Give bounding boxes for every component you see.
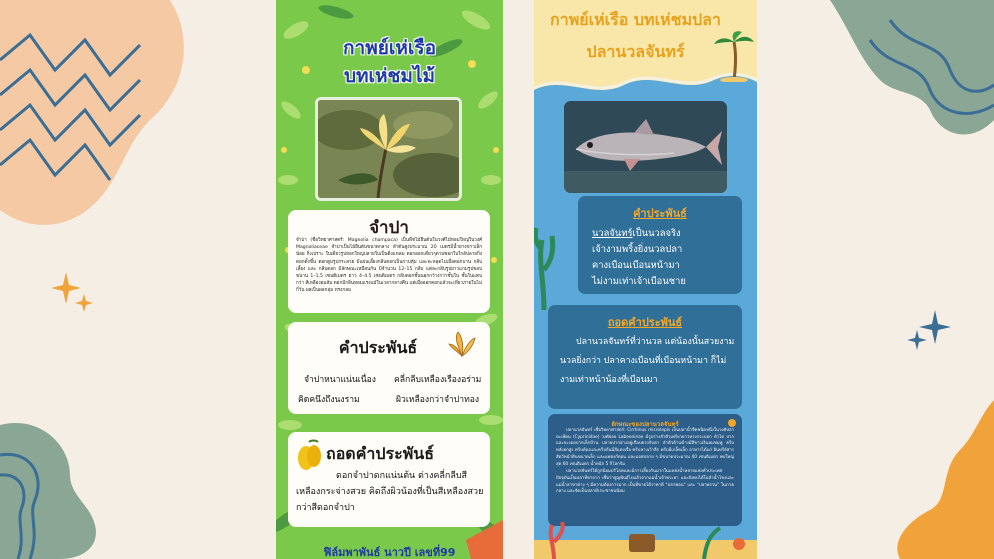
fish-icon: [564, 101, 727, 193]
right-info-para1: ปลานวลจันทร์ เชื่อวิทยาศาสตร์: Cirrhinus microlepis เป็นปลาน้ำจืดชนิดหนึ่งในวงศ์ปลาตะเพียน (Cyprinidae) วงศ์ย่อย Labeoninae มีรูปร่างลำตัวเพรียวยาวทรงกระบอก หัวโต ปากและจะงอยปากเล็กป้าน ปลายปากล่างอยู่เกือบตรงกับตา ลำตัวด้านข้างมีสีขาวเงินอมชมพู ครีบหลังยกสูง ครีบท้องและครีบก้นมีสีแดงเรื่อ ครีบหางเว้าลึก ครีบมีเกล็ดเล็ก อาหารได้แก่ อินทรีย์สาร สัตว์หน้าดินขนาดเล็ก และแพลงก์ตอน และมอสปลาย ๆ มีขนาดประมาณ 40 เซนติเมตร พบใหญ่สุด 60 เซนติเมตร น้ำหนัก 5 กิโลกรัม: [556, 428, 734, 467]
fruit-icon: [294, 438, 324, 472]
right-verse-line1-highlight: นวลจันทร์: [592, 228, 633, 239]
nuanchan-fish-photo: [564, 101, 727, 193]
sparkle-icon-right: [905, 302, 955, 358]
right-info-para2: ปลานวลจันทร์ได้ถูกนิยมบริโภคและมีการเลี้ยงกันมากในแหล่งน้ำหลายแห่งทั่วประเทศ ปัจจุบันเป็นปลาที่หายาก เชื่อว่าสูญพันธุ์ไปแล้วจากแม่น้ำเจ้าพระยา และยังพบได้ในลำน้ำโขงและแม่น้ำสาขาต่าง ๆ มีความต้องการมาก เป็นที่ขายได้ราคาดี "ปลาพอน" และ "ปลาพรวน" ในภาคกลาง และจัดเป็นปลาที่ประชาชนนิยม: [556, 469, 734, 495]
right-verse-lines: [592, 226, 740, 290]
left-poster-title: [276, 34, 503, 90]
right-meaning-heading: ถอดคำประพันธ์: [607, 316, 683, 329]
champa-flower-icon: [448, 330, 476, 358]
champa-description: จำปา (ชื่อวิทยาศาสตร์: Magnolia champaca) เป็นพืชไม้ยืนต้นในวงศ์ไม้หอมใหญ่ในวงศ์ Magnoliaceae จำปาเป็นไม้ยืนต้นขนาดกลาง ลำต้นสูงประมาณ 20 เมตรมีน้ำยางขาวเล็กน้อย กิ่งเปราะ ใบเดี่ยวรูปหอกใหญ่ปลายใบเป็นติ่งแหลม ดอกออกเดี่ยวๆตามซอกใบใกล้ปลายกิ่ง ดอกตั้งขึ้น ดอกตูมรูปกระสวย มีแผ่นเลี้ยงกลีบดอกเป็นกาบหุ้ม และจะหลุดไปเมื่อดอกบาน กลีบเลี้ยง และ กลีบดอก มีลักษณะเหมือนกัน มีจำนวน 12–15 กลีบ แต่ละกลีบรูปยาวแกมรูปขอบขนาน 1–1.5 เซนติเมตร ยาว 4–4.5 เซนติเมตร กลีบดอกชั้นนอกกว้างกว่าชั้นใน ชั้นในแคบกว่า สีเหลืองอมส้ม ดอกมีกลิ่นหอมแรงแม้ในเวลากลางคืน แต่เมื่อออกดอกแล้วจะเหี่ยวภายในไม่กี่วัน ผลเป็นผลกลุ่ม ทรงกลม: [296, 238, 483, 294]
right-info-card: [548, 414, 742, 526]
right-poster-fish: [534, 0, 757, 559]
coral-left-icon: [534, 200, 574, 310]
left-title-line1: กาพย์เห่เรือ: [343, 37, 436, 59]
orange-blob-bottom-right: [880, 400, 994, 559]
right-verse-line1-rest: เป็นนวลจริง: [632, 228, 681, 239]
left-title-line2: บทเห่ชมไม้: [343, 65, 436, 87]
left-verse-heading: คำประพันธ์: [338, 338, 418, 357]
left-verse-card: [288, 322, 490, 414]
green-blob-top-right: [810, 0, 994, 150]
sparkle-icon-left: [48, 268, 98, 318]
left-verse-line2b: ผิวเหลืองกว่าจำปาทอง: [396, 395, 480, 405]
green-blob-bottom-left: [0, 415, 150, 559]
left-meaning-text: ดอกจำปาดกแน่นต้น ต่างคลี่กลีบสีเหลืองกระจ่างสวย คิดถึงผิวน้องที่เป็นสีเหลืองสวยกว่าสีดอกจำปา: [296, 471, 484, 513]
champa-flower-icon: [318, 100, 459, 198]
right-info-heading: ลักษณะของปลานวลจันทร์: [611, 421, 679, 428]
left-meaning-heading: ถอดคำประพันธ์: [326, 444, 434, 463]
left-poster-champa: [276, 0, 503, 559]
right-verse-card: [578, 196, 742, 294]
left-verse-line2a: คิดคนึงถึงนงราม: [298, 395, 360, 405]
left-verse-line1a: จำปาหนาแน่นเนื่อง: [304, 375, 376, 385]
right-verse-line1: [592, 226, 740, 242]
right-meaning-text: ปลานวลจันทร์ที่ว่านวล แต่น้องนั้นสวยงามนวลยิ่งกว่า ปลาคางเบือนที่เบือนหน้ามา ก็ไม่งามเท่าหน้าน้องที่เบือนมา: [560, 337, 735, 385]
left-poster-footer: ฟิล์มพาพันธ์ นาวปี เลขที่99: [323, 546, 456, 559]
right-verse-line4: ไม่งามเท่าเจ้าเบือนชาย: [592, 276, 686, 287]
right-verse-line3: คางเบือนเบือนหน้ามา: [592, 260, 680, 271]
peach-blob-top-left: [0, 0, 200, 230]
left-verse-line1b: คลี่กลีบเหลืองเรืองอร่าม: [394, 375, 482, 385]
right-title-line1: กาพย์เห่เรือ บทเห่ชมปลา: [550, 10, 721, 29]
seabed-decoration: [534, 520, 757, 559]
left-meaning-card: [288, 432, 490, 527]
right-info-text: [556, 428, 734, 497]
right-verse-heading: คำประพันธ์: [633, 207, 687, 220]
right-title-line2: ปลานวลจันทร์: [586, 42, 685, 61]
champa-heading: จำปา: [369, 218, 409, 238]
champa-flower-photo: [315, 97, 462, 201]
champa-info-card: [288, 210, 490, 313]
right-meaning-card: [548, 305, 742, 409]
right-verse-line2: เจ้างามพริ้งยิ่งนวลปลา: [592, 244, 683, 255]
